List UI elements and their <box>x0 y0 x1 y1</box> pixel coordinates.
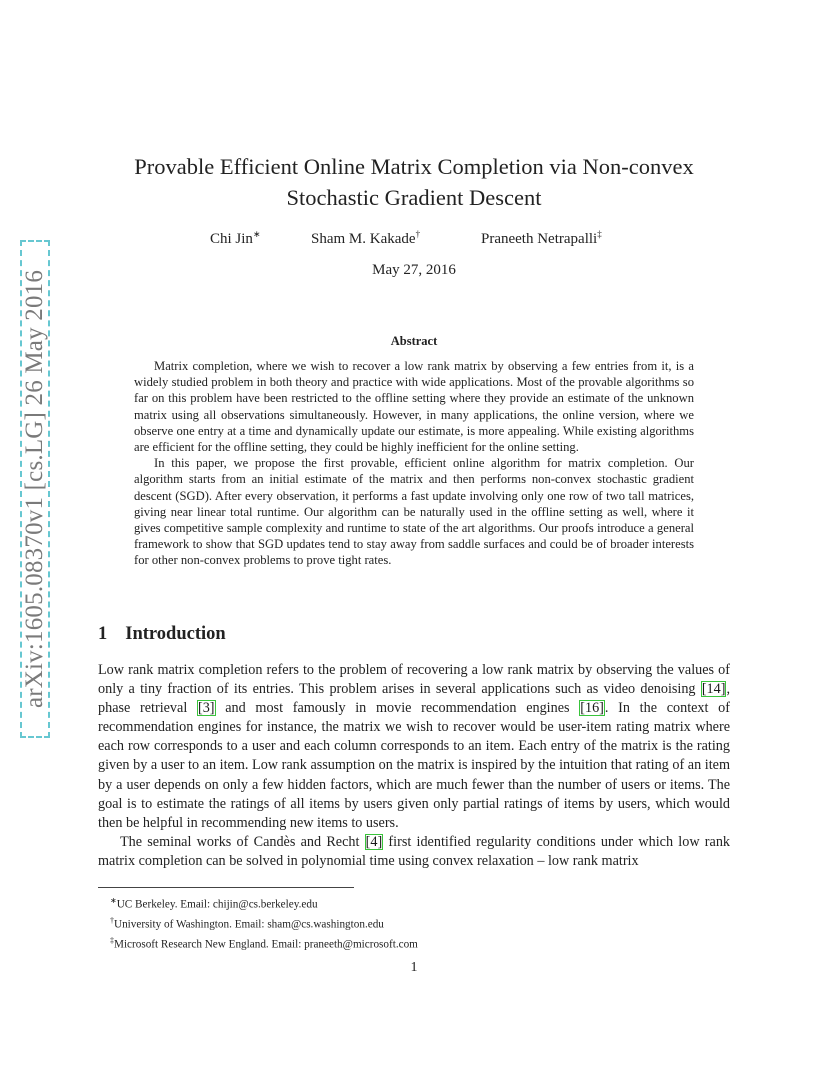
section-number: 1 <box>98 624 108 644</box>
abstract-paragraph-1: Matrix completion, where we wish to recover a low rank matrix by observing a few entries from it, is a widely studied problem in both theory and practice with wide applications. Most of the provable algorithms so far on this problem have been restricted to the offline setting where they provide an estimate of the unknown matrix using all observations simultaneously. However, in many applications, the online version, where we observe one entry at a time and dynamically update our estimate, is more appealing. While existing algorithms are efficient for the offline setting, they could be highly inefficient for the online setting. <box>134 359 694 455</box>
citation-link[interactable]: [3] <box>197 700 215 717</box>
footnote-divider <box>98 887 354 888</box>
title-line-2: Stochastic Gradient Descent <box>286 185 542 210</box>
citation-link[interactable]: [16] <box>580 700 604 717</box>
page-number: 1 <box>410 960 418 975</box>
author-3-mark: ‡ <box>597 229 602 239</box>
author-3: Praneeth Netrapalli‡ <box>481 229 602 247</box>
arxiv-stamp-text: arXiv:1605.08370v1 [cs.LG] 26 May 2016 <box>21 269 48 709</box>
section-title: Introduction <box>125 624 226 644</box>
author-1: Chi Jin∗ <box>210 229 261 247</box>
author-1-mark: ∗ <box>252 229 261 239</box>
arxiv-stamp <box>20 240 50 738</box>
section-heading <box>98 624 226 645</box>
paper-date: May 27, 2016 <box>372 262 456 278</box>
abstract-paragraph-2: In this paper, we propose the first provable, efficient online algorithm for matrix completion. Our algorithm starts from an initial estimate of the matrix and then performs non-convex stochastic gradient descent (SGD). After every observation, it performs a fast update involving only one row of two tall matrices, giving near linear total runtime. Our algorithm can be naturally used in the offline setting as well, where it gives competitive sample complexity and runtime to state of the art algorithms. Our proofs introduce a general framework to show that SGD updates tend to stay away from saddle surfaces and could be of broader interests for other non-convex problems to prove tight rates. <box>134 456 694 568</box>
intro-body <box>98 661 730 871</box>
author-2-mark: † <box>415 229 421 239</box>
footnote-3: ‡Microsoft Research New England. Email: praneeth@microsoft.com <box>110 935 418 951</box>
intro-paragraph-2: The seminal works of Candès and Recht [4] first identified regularity conditions under which low rank matrix completion can be solved in polynomial time using convex relaxation – low rank matrix <box>98 833 731 869</box>
title-line-1: Provable Efficient Online Matrix Completion via Non-convex <box>134 154 694 179</box>
abstract-body <box>134 358 694 569</box>
paper-title <box>100 151 728 213</box>
author-list <box>100 229 728 251</box>
author-2: Sham M. Kakade† <box>311 229 421 247</box>
footnotes <box>110 893 730 953</box>
citation-link[interactable]: [4] <box>365 833 383 850</box>
intro-paragraph-1: Low rank matrix completion refers to the problem of recovering a low rank matrix by observing the values of only a tiny fraction of its entries. This problem arises in several applications such as video denoising [14], phase retrieval [3] and most famously in movie recommendation engines [16]. In the context of recommendation engines for instance, the matrix we wish to recover would be user-item rating matrix where each row corresponds to a user and each column corresponds to an item. Each entry of the matrix is the rating given by a user to an item. Low rank assumption on the matrix is inspired by the intuition that rating of an item by a user depends on only a few hidden factors, which are much fewer than the number of users or items. The goal is to estimate the ratings of all items by users given only partial ratings of items by users, which would then be helpful in recommending new items to users. <box>98 662 730 831</box>
footnote-2: †University of Washington. Email: sham@cs.washington.edu <box>110 915 384 931</box>
footnote-1: ∗UC Berkeley. Email: chijin@cs.berkeley.edu <box>110 896 318 911</box>
citation-link[interactable]: [14] <box>701 681 726 698</box>
abstract-heading: Abstract <box>390 334 438 348</box>
